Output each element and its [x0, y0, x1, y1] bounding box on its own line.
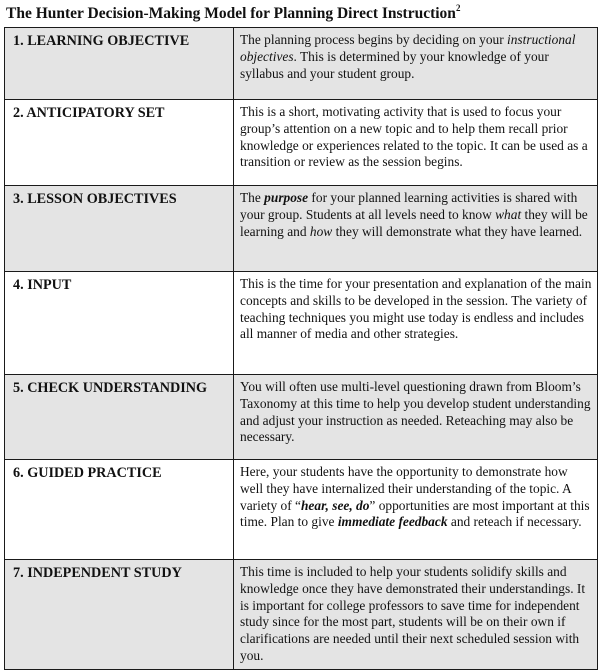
- step-label: 2. ANTICIPATORY SET: [5, 100, 234, 186]
- step-label: 1. LEARNING OBJECTIVE: [5, 28, 234, 100]
- title-footnote-mark: 2: [455, 3, 461, 13]
- table-row: [5, 100, 598, 186]
- hunter-model-table: [4, 27, 598, 670]
- table-row: [5, 272, 598, 375]
- step-description: [234, 28, 598, 100]
- table-row: [5, 560, 598, 670]
- step-label: 3. LESSON OBJECTIVES: [5, 186, 234, 272]
- emphasized-text: hear, see, do: [300, 497, 370, 513]
- step-description: [234, 186, 598, 272]
- text-run: You will often use multi-level questioning drawn from Bloom’s Taxonomy at this time to help you develop student understanding and adjust your instruction as needed. Reteaching may also be necessary.: [240, 379, 591, 445]
- emphasized-text: purpose: [264, 190, 309, 205]
- step-description: [234, 100, 598, 186]
- text-run: they will demonstrate what they have learned.: [332, 223, 583, 239]
- text-run: The planning process begins by deciding on your: [240, 32, 508, 47]
- step-label: 7. INDEPENDENT STUDY: [5, 560, 234, 670]
- table-row: [5, 460, 598, 560]
- text-run: This is a short, motivating activity that is used to focus your group’s attention on a new topic and to help them recall prior knowledge or experiences related to the topic. It can be used as a transition or review as the session begins.: [240, 104, 588, 170]
- emphasized-text: how: [309, 223, 333, 239]
- text-run: they will be learning and: [240, 206, 588, 239]
- text-run: and reteach if necessary.: [447, 514, 582, 530]
- step-label: 4. INPUT: [5, 272, 234, 375]
- text-run: The: [240, 190, 265, 205]
- step-label: 5. CHECK UNDERSTANDING: [5, 375, 234, 460]
- text-run: . This is determined by your knowledge of your syllabus and your student group.: [240, 48, 549, 81]
- text-run: ” opportunities are most important at this time. Plan to give: [240, 497, 590, 530]
- text-run: for your planned learning activities is shared with your group. Students at all levels need to know: [240, 190, 578, 222]
- text-run: This is the time for your presentation and explanation of the main concepts and skills to be developed in the session. The variety of teaching techniques you might use today is endless and includes all manner of media and other strategies.: [240, 276, 592, 342]
- step-description: [234, 272, 598, 375]
- step-description: [234, 560, 598, 670]
- text-run: Here, your students have the opportunity to demonstrate how well they have internalized their understanding of the topic. A variety of “: [240, 464, 571, 513]
- emphasized-text: what: [495, 206, 522, 222]
- emphasized-text: immediate feedback: [337, 514, 448, 530]
- title-text: The Hunter Decision-Making Model for Planning Direct Instruction: [6, 5, 456, 22]
- step-description: [234, 460, 598, 560]
- text-run: This time is included to help your students solidify skills and knowledge once they have demonstrated their understandings. It is important for college professors to save time for independent study since for the most part, students will be on their own if clarifications are needed until their next scheduled session with you.: [240, 564, 586, 663]
- step-label: 6. GUIDED PRACTICE: [5, 460, 234, 560]
- table-row: [5, 186, 598, 272]
- step-description: [234, 375, 598, 460]
- emphasized-text: instructional objectives: [240, 32, 576, 64]
- document-title: [6, 3, 460, 23]
- table-row: [5, 375, 598, 460]
- table-row: [5, 28, 598, 100]
